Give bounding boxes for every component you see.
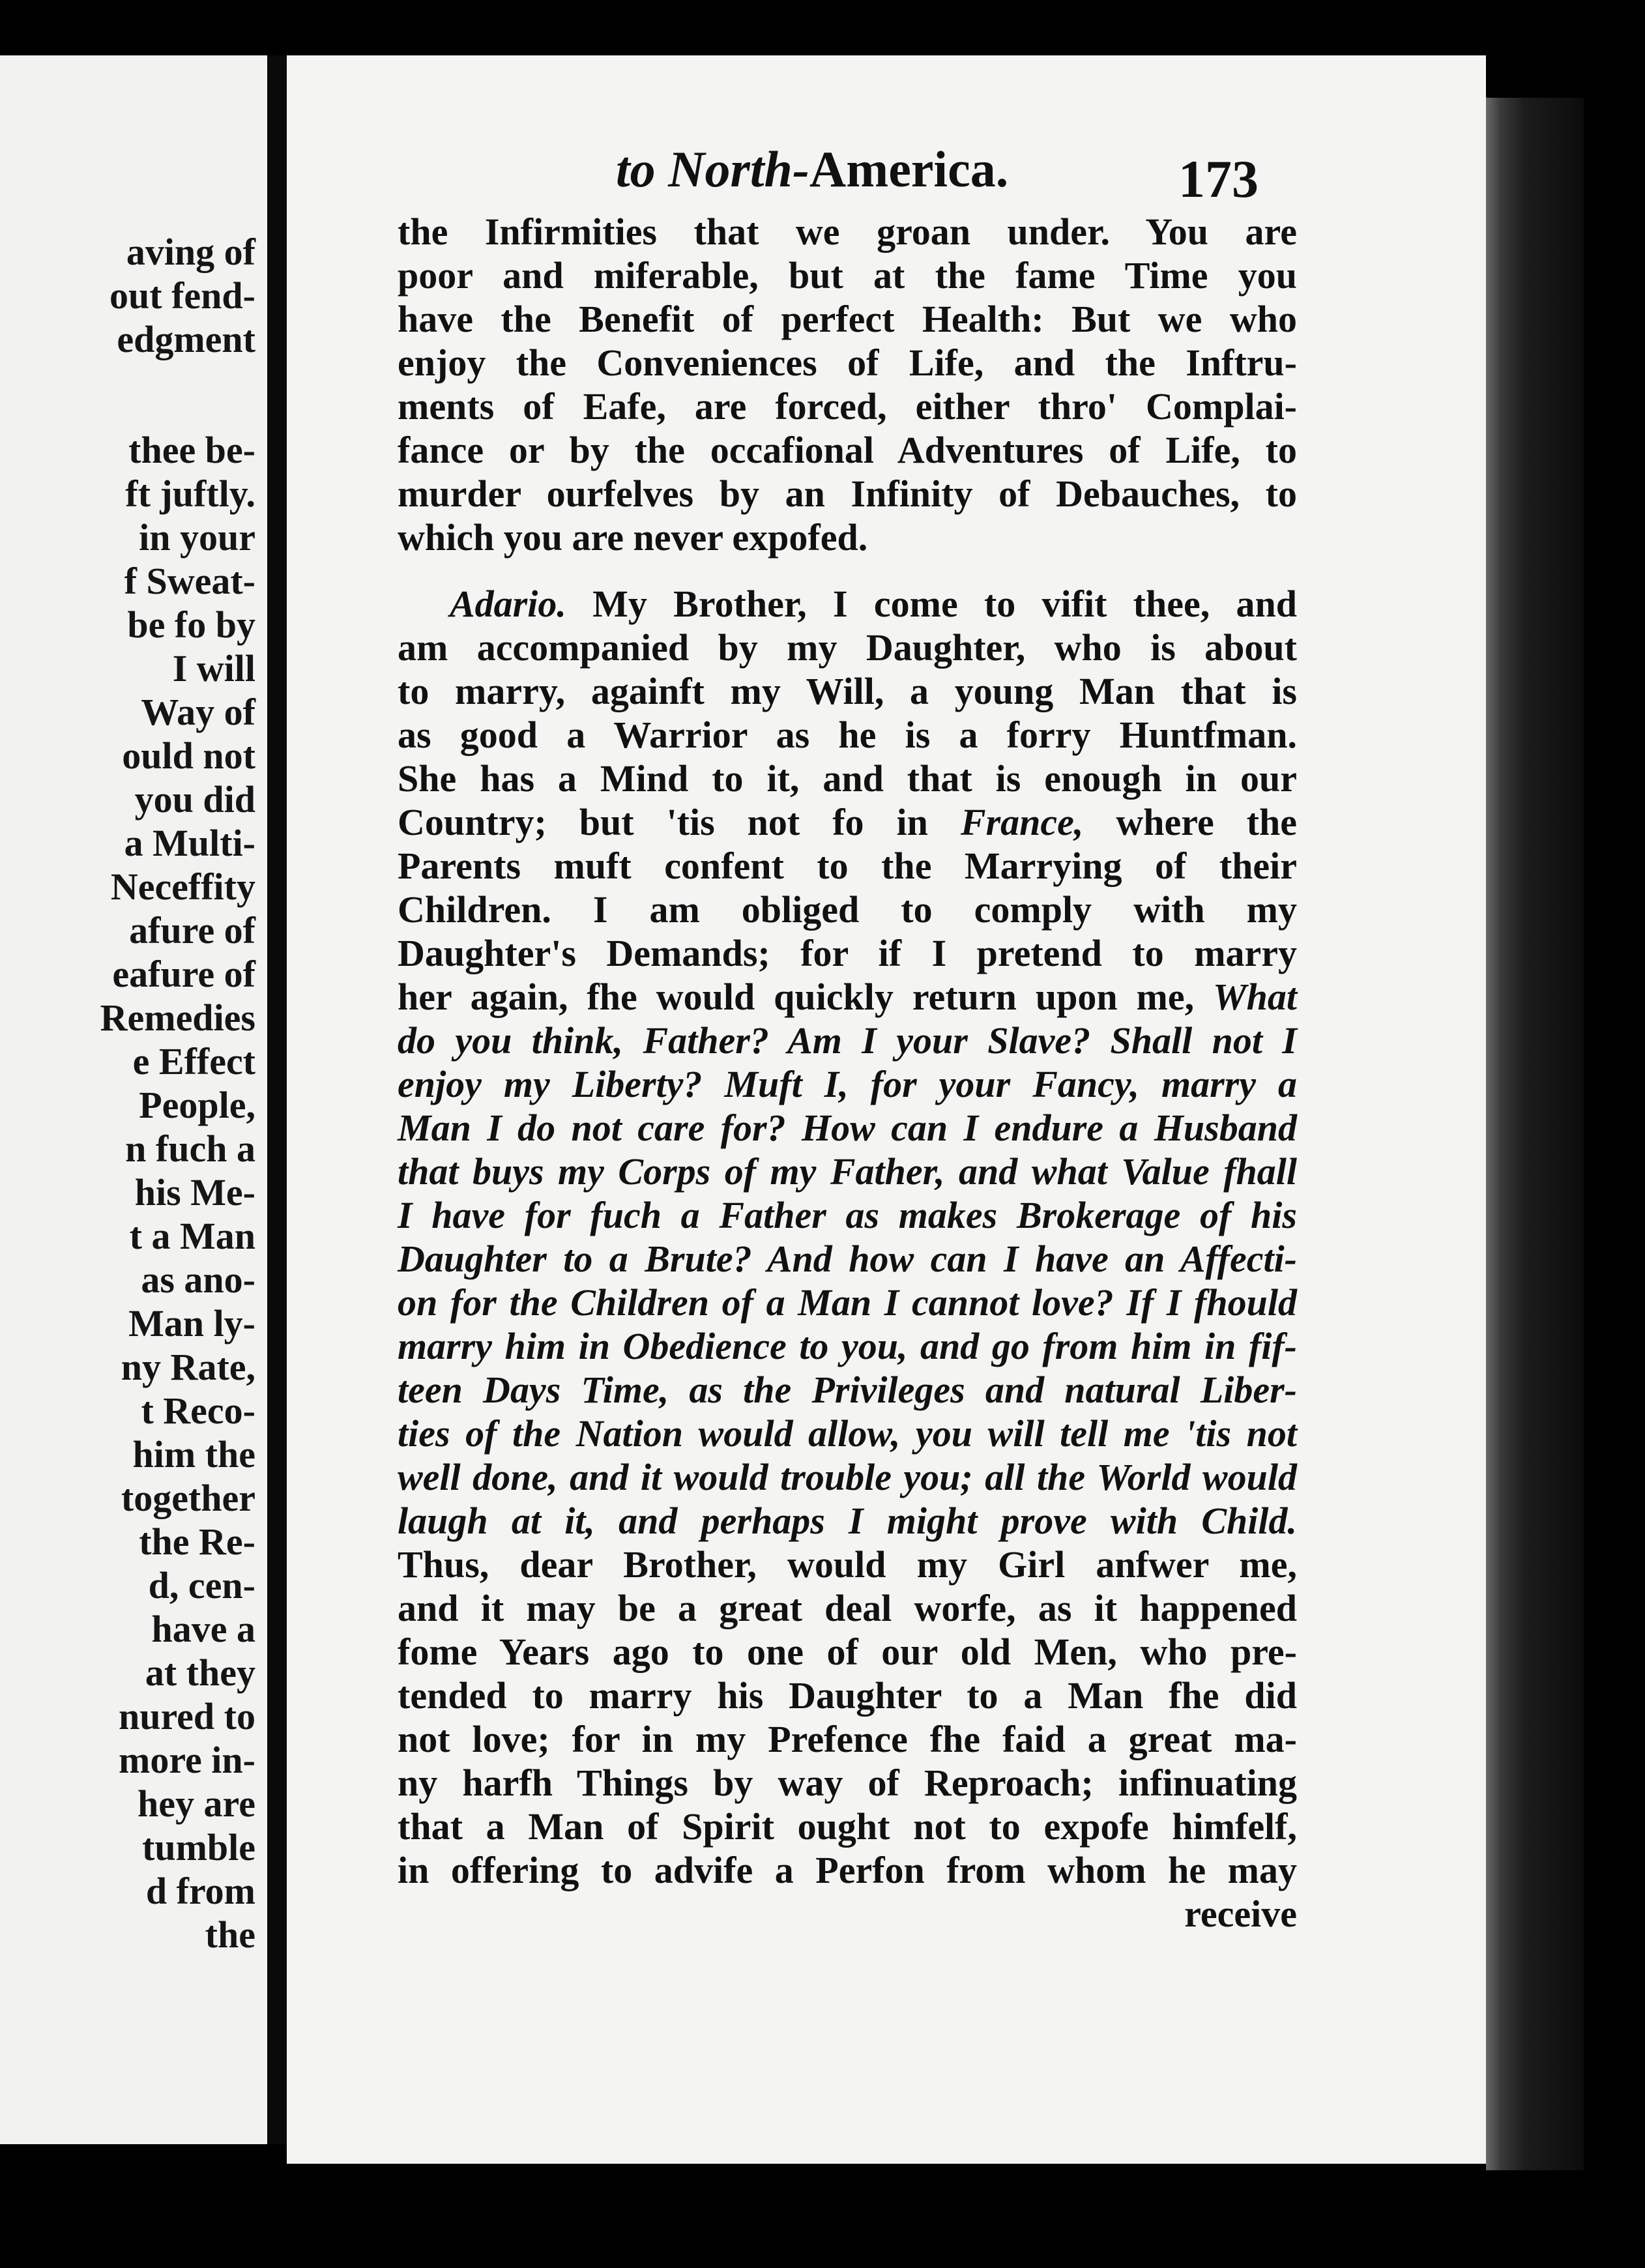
left-page-line: hey are bbox=[138, 1782, 255, 1825]
left-page-line: at they bbox=[145, 1651, 255, 1694]
left-page-fragment bbox=[0, 55, 267, 2144]
body-line: enjoy the Conveniences of Life, and the Inftru- bbox=[398, 342, 1297, 384]
left-page-line: you did bbox=[134, 778, 255, 821]
left-page-line: e Effect bbox=[132, 1040, 255, 1083]
left-page-line: in your bbox=[139, 516, 255, 559]
quote-line: do you think, Father? Am I your Slave? Shall not I bbox=[398, 1019, 1297, 1062]
body-text: where the bbox=[1116, 801, 1297, 843]
body-line: the Infirmities that we groan under. You are bbox=[398, 211, 1297, 253]
left-page-line: him the bbox=[132, 1433, 255, 1476]
body-line: am accompanied by my Daughter, who is about bbox=[398, 626, 1297, 669]
left-page-line: more in- bbox=[119, 1739, 255, 1781]
body-line: not love; for in my Prefence fhe faid a great ma- bbox=[398, 1718, 1297, 1760]
body-line-speaker bbox=[450, 585, 1297, 623]
left-page-line: Way of bbox=[141, 691, 255, 733]
book-gutter bbox=[267, 55, 287, 2144]
left-page-line: tumble bbox=[142, 1826, 255, 1868]
left-page-line: d, cen- bbox=[148, 1564, 255, 1606]
left-page-line: his Me- bbox=[134, 1171, 255, 1214]
quote-line: laugh at it, and perhaps I might prove with Child. bbox=[398, 1500, 1297, 1542]
left-page-line: t Reco- bbox=[141, 1389, 255, 1432]
body-line: to marry, againft my Will, a young Man that is bbox=[398, 670, 1297, 712]
left-page-line: I will bbox=[172, 647, 255, 690]
running-head bbox=[616, 140, 1008, 199]
quote-line: Man I do not care for? How can I endure a Husband bbox=[398, 1107, 1297, 1149]
quote-line: on for the Children of a Man I cannot love? If I fhould bbox=[398, 1281, 1297, 1324]
body-line: and it may be a great deal worfe, as it happened bbox=[398, 1587, 1297, 1629]
body-line: Thus, dear Brother, would my Girl anfwer me, bbox=[398, 1543, 1297, 1586]
left-page-line: Man ly- bbox=[128, 1302, 255, 1345]
left-page-line: Remedies bbox=[100, 996, 255, 1039]
body-line-country bbox=[398, 801, 1297, 843]
body-text-italic: What bbox=[1213, 976, 1297, 1018]
body-line: Parents muft confent to the Marrying of their bbox=[398, 845, 1297, 887]
left-page-line: ny Rate, bbox=[121, 1346, 255, 1388]
body-text: Country; but 'tis not fo in bbox=[398, 801, 928, 843]
body-line: fance or by the occafional Adventures of Life, to bbox=[398, 429, 1297, 471]
left-page-line: thee be- bbox=[128, 429, 255, 471]
body-line: ments of Eafe, are forced, either thro' Complai- bbox=[398, 385, 1297, 428]
body-line: as good a Warrior as he is a forry Huntfman. bbox=[398, 714, 1297, 756]
quote-line: teen Days Time, as the Privileges and natural Liber- bbox=[398, 1369, 1297, 1411]
left-page-line: nured to bbox=[118, 1695, 255, 1737]
body-line: She has a Mind to it, and that is enough in our bbox=[398, 757, 1297, 800]
running-head-prefix: to North- bbox=[616, 141, 809, 197]
quote-line: that buys my Corps of my Father, and what Value fhall bbox=[398, 1150, 1297, 1193]
left-page-line: n fuch a bbox=[125, 1127, 255, 1170]
left-page-line: out fend- bbox=[109, 274, 255, 317]
body-text: My Brother, I come to vifit thee, and bbox=[592, 583, 1298, 625]
page-number: 173 bbox=[1178, 149, 1259, 209]
left-page-line: together bbox=[121, 1477, 255, 1519]
body-line: Daughter's Demands; for if I pretend to marry bbox=[398, 932, 1297, 974]
left-page-line: t a Man bbox=[129, 1215, 255, 1257]
left-page-line: be fo by bbox=[127, 603, 255, 646]
left-page-line: edgment bbox=[117, 318, 255, 360]
body-line: poor and miferable, but at the fame Time you bbox=[398, 254, 1297, 297]
place-name: France, bbox=[960, 801, 1084, 843]
left-page-line: f Sweat- bbox=[124, 560, 255, 602]
left-page-line: eafure of bbox=[112, 953, 255, 995]
speaker-name: Adario. bbox=[450, 583, 566, 625]
left-page-line: as ano- bbox=[141, 1258, 255, 1301]
left-page-line: afure of bbox=[129, 909, 255, 952]
page-edge-shadow bbox=[1486, 98, 1584, 2170]
body-line: fome Years ago to one of our old Men, who pre- bbox=[398, 1631, 1297, 1673]
left-page-line: the bbox=[205, 1913, 255, 1956]
body-line-her bbox=[398, 978, 1297, 1016]
quote-line: I have for fuch a Father as makes Brokerage of his bbox=[398, 1194, 1297, 1236]
body-line: murder ourfelves by an Infinity of Debauches, to bbox=[398, 472, 1297, 515]
body-line: have the Benefit of perfect Health: But we who bbox=[398, 298, 1297, 340]
running-head-suffix: America. bbox=[809, 141, 1009, 197]
left-page-line: ft juftly. bbox=[125, 472, 255, 515]
left-page-line: People, bbox=[139, 1084, 255, 1126]
left-page-line: Neceffity bbox=[110, 865, 255, 908]
quote-line: marry him in Obedience to you, and go from him in fif- bbox=[398, 1325, 1297, 1367]
body-line: which you are never expofed. bbox=[398, 516, 868, 559]
body-line: that a Man of Spirit ought not to expofe himfelf, bbox=[398, 1805, 1297, 1848]
left-page-line: the Re- bbox=[139, 1520, 255, 1563]
catchword: receive bbox=[1184, 1893, 1297, 1935]
quote-line: ties of the Nation would allow, you will tell me 'tis not bbox=[398, 1412, 1297, 1455]
left-page-line: have a bbox=[151, 1608, 255, 1650]
body-line: Children. I am obliged to comply with my bbox=[398, 888, 1297, 931]
left-page-line: aving of bbox=[126, 231, 255, 273]
body-line: tended to marry his Daughter to a Man fhe did bbox=[398, 1674, 1297, 1717]
left-page-line: a Multi- bbox=[124, 822, 255, 864]
body-line: in offering to advife a Perfon from whom he may bbox=[398, 1849, 1297, 1891]
quote-line: well done, and it would trouble you; all the World would bbox=[398, 1456, 1297, 1498]
left-page-line: ould not bbox=[122, 734, 255, 777]
quote-line: Daughter to a Brute? And how can I have an Affecti- bbox=[398, 1238, 1297, 1280]
quote-line: enjoy my Liberty? Muft I, for your Fancy, marry a bbox=[398, 1063, 1297, 1105]
body-text: her again, fhe would quickly return upon me, bbox=[398, 976, 1195, 1018]
body-line: ny harfh Things by way of Reproach; infinuating bbox=[398, 1762, 1297, 1804]
left-page-line: d from bbox=[145, 1870, 255, 1912]
